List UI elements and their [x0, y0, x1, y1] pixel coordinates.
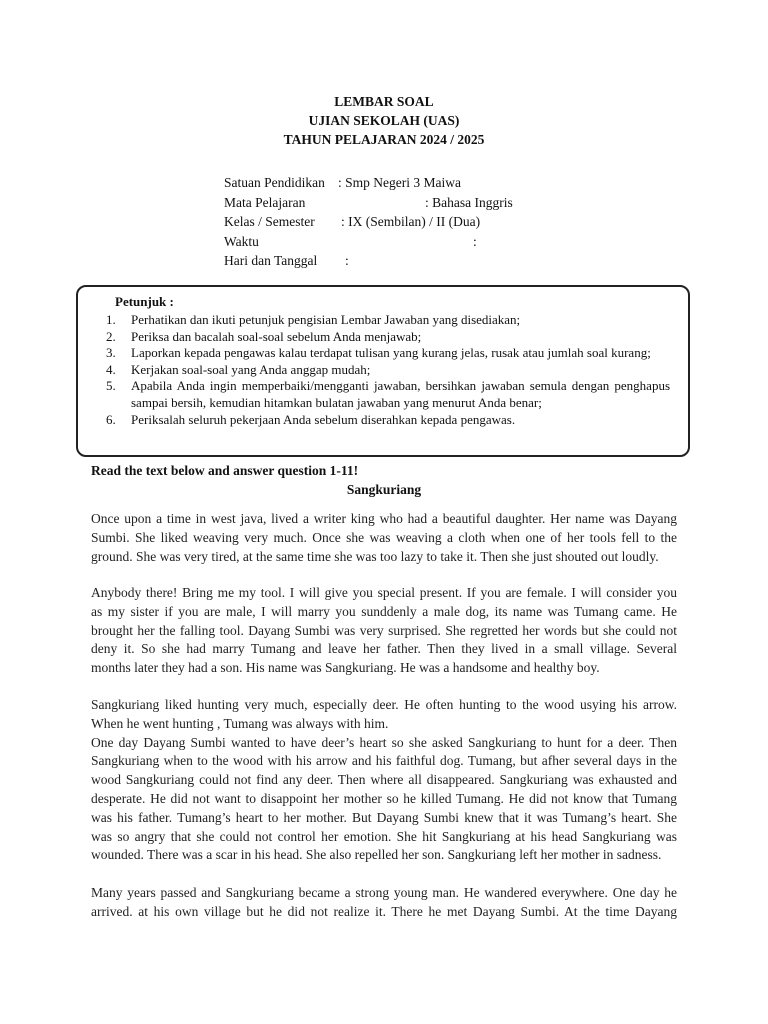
text-line: months later they had a son. His name was Sangkuriang. He was a handsome and healthy boy.: [91, 660, 600, 676]
mapel-value: : Bahasa Inggris: [425, 194, 513, 210]
instruction-number: 6.: [106, 411, 116, 427]
text-line: Anybody there! Bring me my tool. I will give you special present. If you are female. I will consider you: [91, 585, 677, 600]
satuan-label: Satuan Pendidikan: [224, 175, 325, 190]
text-line: was his father. Tumang’s heart to her mother. But Dayang Sumbi knew that it was Tumang’s heart. She: [91, 809, 677, 825]
paragraph-3: [91, 696, 677, 865]
reading-instruction: Read the text below and answer question 1-11!: [91, 463, 359, 478]
instruction-item: [106, 345, 670, 362]
instruction-number: 1.: [106, 312, 116, 327]
text-line: brought her the falling tool. Dayang Sumbi was very surprised. She regretted her words but she could not: [91, 622, 677, 638]
instruction-number: 5.: [106, 378, 116, 394]
instruction-text: Periksalah seluruh pekerjaan Anda sebelum diserahkan kepada pengawas.: [131, 411, 516, 427]
instruction-item: [106, 312, 670, 329]
header-exam-name: UJIAN SEKOLAH (UAS): [308, 113, 460, 128]
text-line: When he went hunting , Tumang was always with him.: [91, 715, 389, 731]
story-title: Sangkuriang: [346, 482, 422, 497]
text-line: as my sister if you are male, I will marry you sunddenly a male dog, its name was Tumang came. He: [91, 603, 677, 619]
mapel-label: Mata Pelajaran: [224, 194, 306, 210]
instructions-list: [106, 312, 670, 428]
text-line: Many years passed and Sangkuriang became a strong young man. He wandered everywhere. One day he: [91, 885, 677, 900]
waktu-label: Waktu: [224, 233, 259, 249]
document-header: [0, 92, 768, 149]
header-title: LEMBAR SOAL: [334, 94, 434, 109]
instruction-number: 3.: [106, 345, 116, 361]
text-line: Sumbi. She liked weaving very much. Once she was weaving a cloth when one of her tools fell to the: [91, 529, 677, 545]
instruction-number: 2.: [106, 328, 116, 344]
instruction-text: Kerjakan soal-soal yang Anda anggap mudah;: [131, 361, 371, 377]
instruction-text: Perhatikan dan ikuti petunjuk pengisian Lembar Jawaban yang disediakan;: [131, 312, 521, 327]
text-line: desperate. He did not want to disappoint her mother so he killed Tumang. He did not know that Tumang: [91, 790, 677, 806]
text-line: ground. She was very tired, at the same time she was too lazy to take it. Then she just shouted out loudly.: [91, 548, 659, 564]
hari-value: :: [345, 253, 349, 268]
text-line: One day Dayang Sumbi wanted to have deer’s heart so she asked Sangkuriang to hunt for a deer. Then: [91, 734, 677, 750]
text-line: Once upon a time in west java, lived a writer king who had a beautiful daughter. Her name was Dayang: [91, 511, 677, 526]
kelas-value: : IX (Sembilan) / II (Dua): [341, 214, 481, 229]
instruction-item: [106, 329, 670, 346]
paragraph-4: [91, 884, 677, 922]
instruction-text: Apabila Anda ingin memperbaiki/mengganti jawaban, bersihkan jawaban semula dengan penghapus sampai bersih, kemudian hitamkan bulatan jawaban yang menurut Anda benar;: [131, 378, 670, 410]
kelas-label: Kelas / Semester: [224, 214, 315, 229]
waktu-value: :: [473, 233, 477, 249]
text-line: deny it. So she had marry Tumang and leave her father. Then they lived in a small village. Several: [91, 641, 677, 657]
text-line: arrived. at his own village but he did not realize it. There he met Dayang Sumbi. At the time Dayang: [91, 903, 677, 919]
text-line: Sangkuriang liked hunting very much, especially deer. He often hunting to the wood usying his arrow.: [91, 697, 677, 712]
hari-label: Hari dan Tanggal: [224, 253, 318, 268]
instruction-text: Periksa dan bacalah soal-soal sebelum Anda menjawab;: [131, 328, 422, 344]
paragraph-1: [91, 510, 677, 566]
instructions-box: [76, 285, 690, 457]
instruction-item: [106, 378, 670, 411]
instruction-text: Laporkan kepada pengawas kalau terdapat tulisan yang kurang jelas, rusak atau jumlah soal kurang;: [131, 345, 651, 361]
text-line: wood Sangkuriang could not find any deer. Then where all disappeared. Sangkuriang was exhausted and: [91, 772, 677, 788]
satuan-value: : Smp Negeri 3 Maiwa: [338, 175, 461, 190]
instruction-number: 4.: [106, 361, 116, 377]
header-academic-year: TAHUN PELAJARAN 2024 / 2025: [283, 132, 485, 147]
instruction-item: [106, 412, 670, 429]
text-line: was so angry that she could not control her emotion. She hit Sangkuriang at his head Sangkuriang was: [91, 828, 677, 844]
instructions-title: Petunjuk :: [115, 294, 174, 309]
text-line: wounded. There was a scar in his head. She also repelled her son. Sangkuriang left her mother in sadness.: [91, 847, 662, 863]
paragraph-2: [91, 584, 677, 678]
instruction-item: [106, 362, 670, 379]
text-line: Sangkuriang when to the wood with his arrow and his faithful dog. Tumang, but afher several days in the: [91, 753, 677, 769]
